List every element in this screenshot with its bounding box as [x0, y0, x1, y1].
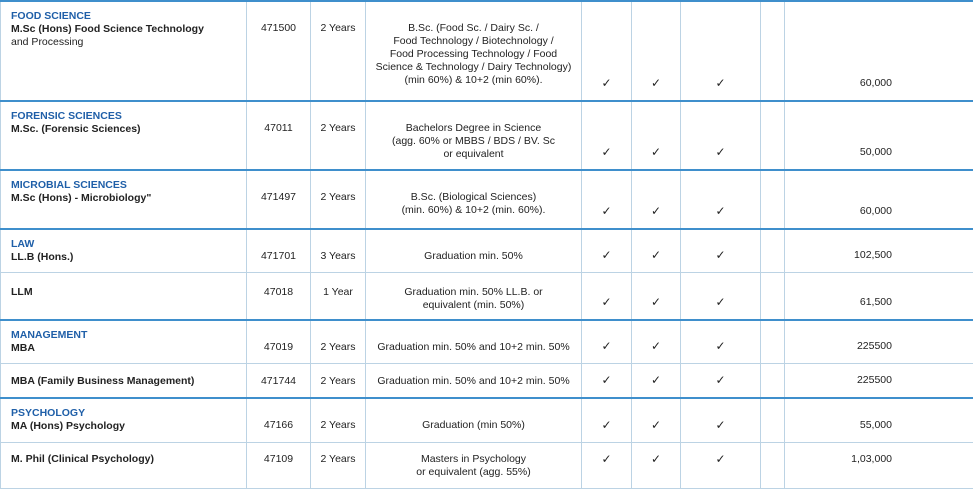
program-name: LL.B (Hons.) — [11, 251, 74, 263]
eligibility-line: Graduation (min 50%) — [422, 419, 525, 431]
check-mark-icon: ✓ — [681, 442, 761, 488]
program-fee: 50,000 — [785, 101, 973, 170]
program-name: M.Sc (Hons) - Microbiology" — [11, 192, 152, 204]
check-mark-icon: ✓ — [632, 1, 681, 101]
program-cell — [1, 398, 247, 442]
eligibility-cell — [366, 363, 582, 398]
empty-cell — [761, 229, 785, 272]
eligibility-line: B.Sc. (Biological Sciences) — [410, 191, 537, 203]
check-mark-icon: ✓ — [582, 272, 632, 320]
table-row — [1, 398, 973, 442]
program-name: LLM — [11, 285, 33, 298]
eligibility-line: Food Technology / Biotechnology / — [393, 35, 554, 47]
program-fee: 1,03,000 — [785, 442, 973, 488]
check-mark-icon: ✓ — [582, 442, 632, 488]
check-mark-icon: ✓ — [582, 320, 632, 363]
program-name: M.Sc. (Forensic Sciences) — [11, 123, 141, 135]
program-name: MA (Hons) Psychology — [11, 420, 125, 432]
program-duration: 3 Years — [311, 229, 366, 272]
program-code: 47109 — [247, 442, 311, 488]
check-mark-icon: ✓ — [632, 272, 681, 320]
table-row — [1, 272, 973, 320]
check-mark-icon: ✓ — [681, 229, 761, 272]
program-cell — [1, 363, 247, 398]
program-name-continued: and Processing — [11, 36, 84, 48]
program-duration: 2 Years — [311, 363, 366, 398]
eligibility-line: Food Processing Technology / Food — [389, 48, 558, 60]
table-row — [1, 1, 973, 101]
category-heading: MICROBIAL SCIENCES — [11, 179, 127, 191]
program-cell — [1, 442, 247, 488]
program-fee: 60,000 — [785, 1, 973, 101]
eligibility-line: Graduation min. 50% and 10+2 min. 50% — [377, 341, 570, 353]
eligibility-cell — [366, 229, 582, 272]
eligibility-cell — [366, 1, 582, 101]
check-mark-icon: ✓ — [582, 101, 632, 170]
program-fee: 102,500 — [785, 229, 973, 272]
empty-cell — [761, 320, 785, 363]
empty-cell — [761, 442, 785, 488]
program-code: 47166 — [247, 398, 311, 442]
category-heading: PSYCHOLOGY — [11, 407, 86, 419]
empty-cell — [761, 272, 785, 320]
program-code: 471701 — [247, 229, 311, 272]
check-mark-icon: ✓ — [681, 398, 761, 442]
eligibility-cell — [366, 101, 582, 170]
program-duration: 2 Years — [311, 442, 366, 488]
eligibility-cell — [366, 170, 582, 229]
program-fee: 60,000 — [785, 170, 973, 229]
program-code: 471497 — [247, 170, 311, 229]
program-code: 47011 — [247, 101, 311, 170]
category-heading: FORENSIC SCIENCES — [11, 110, 122, 122]
table-row — [1, 101, 973, 170]
eligibility-line: Science & Technology / Dairy Technology) — [375, 61, 572, 73]
check-mark-icon: ✓ — [681, 170, 761, 229]
eligibility-line: Graduation min. 50% — [424, 250, 523, 262]
program-cell — [1, 170, 247, 229]
eligibility-cell — [366, 320, 582, 363]
program-cell — [1, 229, 247, 272]
check-mark-icon: ✓ — [632, 398, 681, 442]
program-duration: 1 Year — [311, 272, 366, 320]
table-row — [1, 229, 973, 272]
program-code: 471744 — [247, 363, 311, 398]
eligibility-line: or equivalent (agg. 55%) — [416, 465, 531, 478]
program-fee: 55,000 — [785, 398, 973, 442]
table-row — [1, 320, 973, 363]
check-mark-icon: ✓ — [582, 398, 632, 442]
category-heading: LAW — [11, 238, 35, 250]
eligibility-line: (agg. 60% or MBBS / BDS / BV. Sc — [391, 135, 556, 147]
program-name: M. Phil (Clinical Psychology) — [11, 452, 154, 465]
check-mark-icon: ✓ — [681, 101, 761, 170]
program-cell — [1, 1, 247, 101]
program-code: 47018 — [247, 272, 311, 320]
check-mark-icon: ✓ — [632, 320, 681, 363]
table-row — [1, 442, 973, 488]
empty-cell — [761, 170, 785, 229]
empty-cell — [761, 398, 785, 442]
eligibility-cell — [366, 398, 582, 442]
program-cell — [1, 101, 247, 170]
eligibility-line: Bachelors Degree in Science — [405, 122, 542, 134]
check-mark-icon: ✓ — [632, 101, 681, 170]
empty-cell — [761, 101, 785, 170]
check-mark-icon: ✓ — [632, 442, 681, 488]
eligibility-line: B.Sc. (Food Sc. / Dairy Sc. / — [408, 22, 539, 34]
eligibility-line: (min. 60%) & 10+2 (min. 60%). — [401, 204, 546, 216]
program-fee: 225500 — [785, 320, 973, 363]
eligibility-line: Graduation min. 50% and 10+2 min. 50% — [377, 374, 570, 387]
check-mark-icon: ✓ — [681, 1, 761, 101]
eligibility-cell — [366, 442, 582, 488]
check-mark-icon: ✓ — [582, 1, 632, 101]
program-name: MBA — [11, 342, 35, 354]
check-mark-icon: ✓ — [632, 363, 681, 398]
table-row — [1, 363, 973, 398]
program-code: 471500 — [247, 1, 311, 101]
check-mark-icon: ✓ — [582, 170, 632, 229]
eligibility-line: (min 60%) & 10+2 (min 60%). — [404, 74, 543, 86]
program-cell — [1, 320, 247, 363]
eligibility-line: or equivalent — [443, 148, 504, 160]
check-mark-icon: ✓ — [582, 363, 632, 398]
program-duration: 2 Years — [311, 1, 366, 101]
eligibility-line: Masters in Psychology — [420, 452, 527, 465]
table-row — [1, 170, 973, 229]
category-heading: MANAGEMENT — [11, 329, 88, 341]
empty-cell — [761, 363, 785, 398]
check-mark-icon: ✓ — [632, 229, 681, 272]
program-fee: 225500 — [785, 363, 973, 398]
program-name: MBA (Family Business Management) — [11, 374, 195, 387]
check-mark-icon: ✓ — [681, 320, 761, 363]
empty-cell — [761, 1, 785, 101]
program-duration: 2 Years — [311, 320, 366, 363]
program-duration: 2 Years — [311, 170, 366, 229]
eligibility-line: equivalent (min. 50%) — [422, 298, 525, 311]
program-cell — [1, 272, 247, 320]
check-mark-icon: ✓ — [681, 272, 761, 320]
program-name: M.Sc (Hons) Food Science Technology — [11, 23, 204, 35]
program-duration: 2 Years — [311, 101, 366, 170]
eligibility-line: Graduation min. 50% LL.B. or — [404, 285, 543, 298]
program-code: 47019 — [247, 320, 311, 363]
category-heading: FOOD SCIENCE — [11, 10, 91, 22]
check-mark-icon: ✓ — [582, 229, 632, 272]
eligibility-cell — [366, 272, 582, 320]
program-fee: 61,500 — [785, 272, 973, 320]
program-duration: 2 Years — [311, 398, 366, 442]
check-mark-icon: ✓ — [632, 170, 681, 229]
check-mark-icon: ✓ — [681, 363, 761, 398]
